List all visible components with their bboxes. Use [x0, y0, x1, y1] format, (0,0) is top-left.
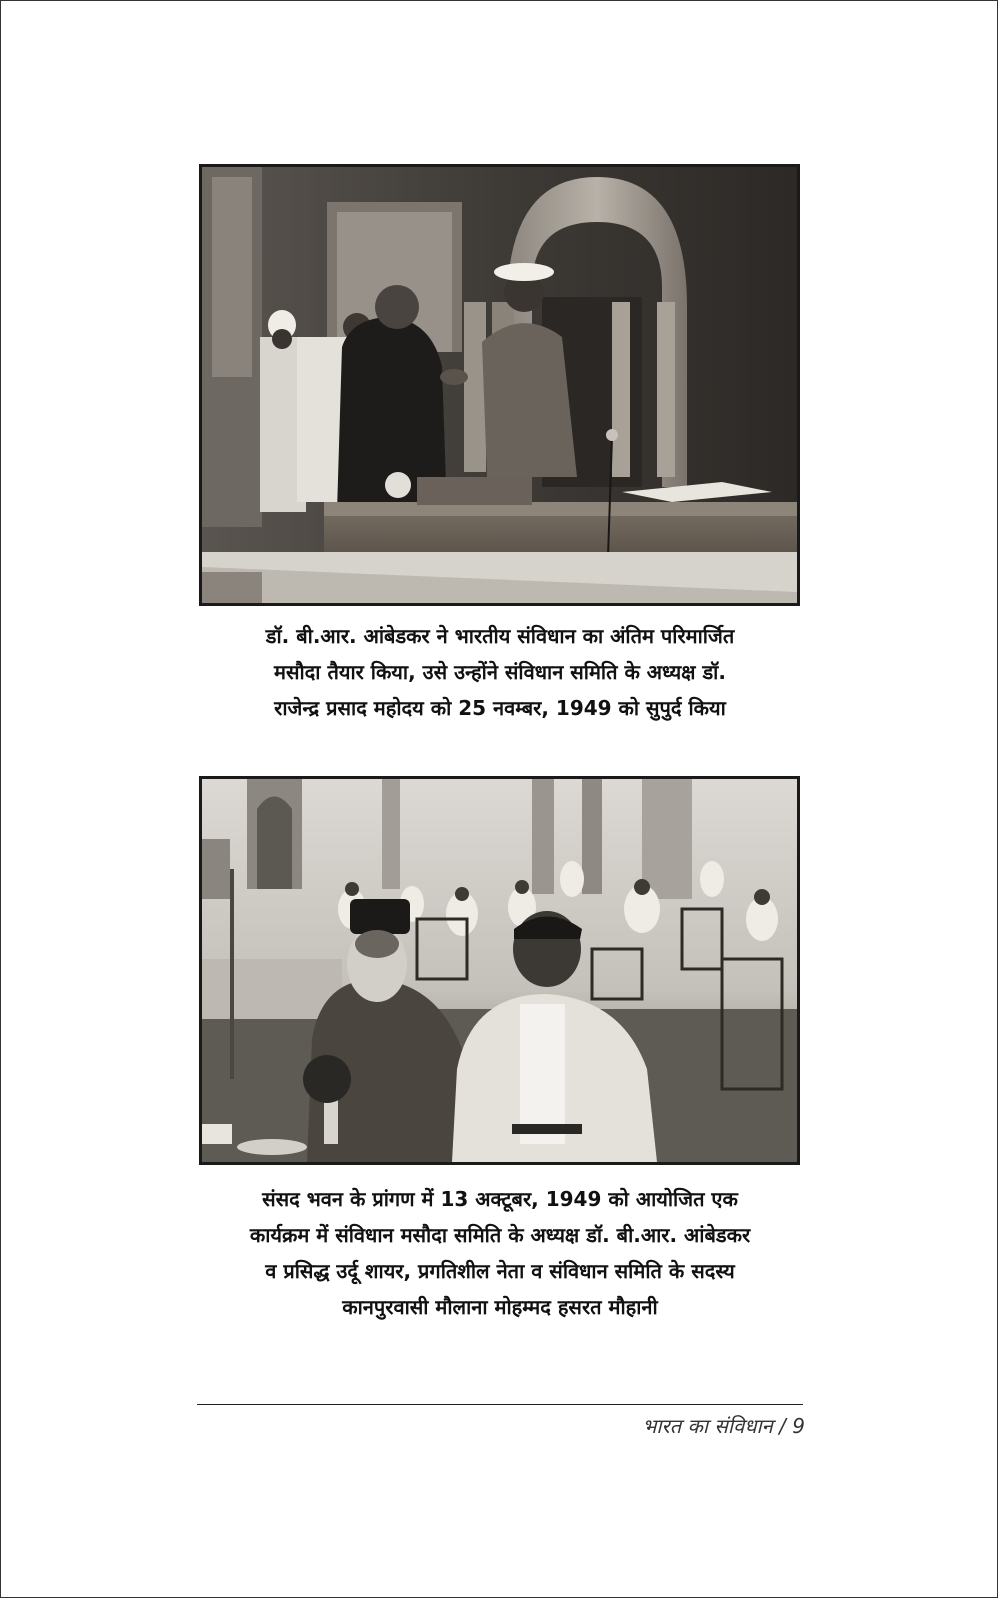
caption-line: कानपुरवासी मौलाना मोहम्मद हसरत मौहानी: [342, 1295, 658, 1319]
footer-separator: /: [779, 1414, 793, 1438]
caption-line: कार्यक्रम में संविधान मसौदा समिति के अध्यक्ष डॉ. बी.आर. आंबेडकर: [249, 1223, 751, 1247]
photo-parliament-courtyard-image: [202, 779, 797, 1162]
page-footer: [642, 1412, 805, 1439]
photo-parliament-courtyard: [199, 776, 800, 1165]
book-title: भारत का संविधान: [642, 1414, 773, 1438]
caption-line: व प्रसिद्ध उर्दू शायर, प्रगतिशील नेता व संविधान समिति के सदस्य: [265, 1259, 735, 1283]
photo-constitution-handover: [199, 164, 800, 606]
caption-line: डॉ. बी.आर. आंबेडकर ने भारतीय संविधान का अंतिम परिमार्जित: [265, 624, 735, 648]
caption-line: मसौदा तैयार किया, उसे उन्होंने संविधान समिति के अध्यक्ष डॉ.: [274, 660, 726, 684]
caption-line: संसद भवन के प्रांगण में 13 अक्टूबर, 1949 को आयोजित एक: [262, 1187, 738, 1211]
photo-constitution-handover-image: [202, 167, 797, 603]
footer-divider: [197, 1404, 803, 1405]
caption-constitution-handover: [180, 618, 820, 726]
caption-line: राजेन्द्र प्रसाद महोदय को 25 नवम्बर, 1949 को सुपुर्द किया: [274, 696, 726, 720]
caption-parliament-courtyard: [180, 1181, 820, 1325]
page-number: 9: [792, 1414, 805, 1438]
